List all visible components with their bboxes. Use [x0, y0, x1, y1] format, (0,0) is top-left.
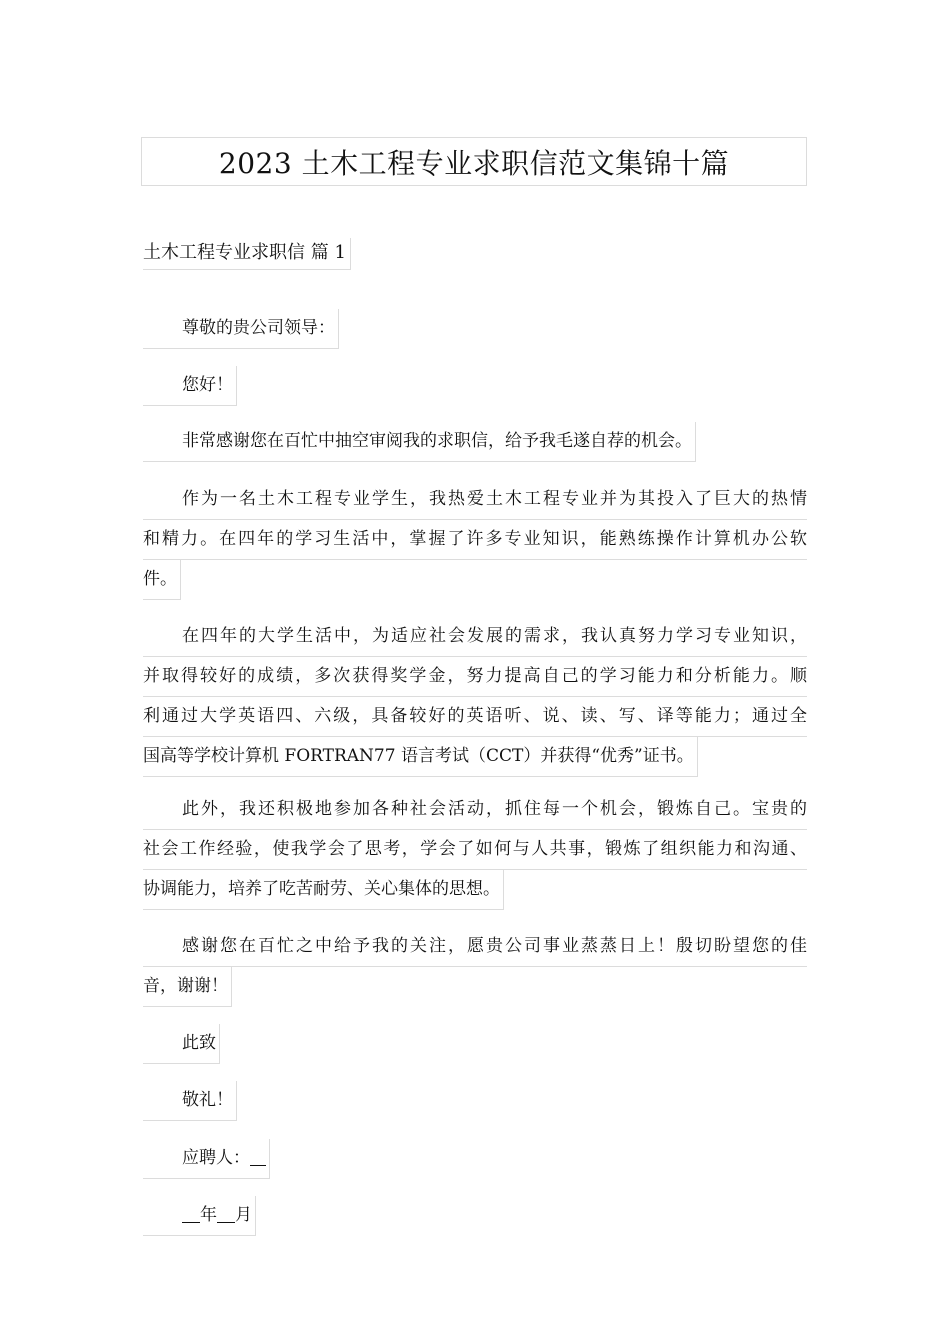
paragraph-1 [143, 422, 807, 462]
paragraph-3-line: 国高等学校计算机 FORTRAN77 语言考试（CCT）并获得“优秀”证书。 [143, 737, 698, 777]
date-month: 月 [235, 1205, 252, 1225]
paragraph-2-line: 作为一名土木工程专业学生，我热爱土木工程专业并为其投入了巨大的热情 [143, 480, 807, 520]
paragraph-4-line: 社会工作经验，使我学会了思考，学会了如何与人共事，锻炼了组织能力和沟通、 [143, 830, 807, 870]
title-box [141, 137, 807, 186]
month-blank [217, 1202, 235, 1223]
closing-1: 此致 [143, 1024, 220, 1064]
paragraph-5 [143, 927, 807, 1007]
applicant-label: 应聘人： [182, 1148, 250, 1168]
paragraph-3 [143, 617, 807, 777]
document-title: 2023 土木工程专业求职信范文集锦十篇 [218, 146, 730, 180]
paragraph-2-line: 和精力。在四年的学习生活中，掌握了许多专业知识，能熟练操作计算机办公软 [143, 520, 807, 560]
greeting-paragraph [143, 366, 807, 406]
paragraph-1-line: 非常感谢您在百忙中抽空审阅我的求职信，给予我毛遂自荐的机会。 [143, 422, 696, 462]
paragraph-2 [143, 480, 807, 600]
closing-2: 敬礼！ [143, 1081, 237, 1121]
paragraph-3-line: 在四年的大学生活中，为适应社会发展的需求，我认真努力学习专业知识， [143, 617, 807, 657]
closing-1-paragraph [143, 1024, 807, 1064]
paragraph-4-line: 此外，我还积极地参加各种社会活动，抓住每一个机会，锻炼自己。宝贵的 [143, 790, 807, 830]
paragraph-4-line: 协调能力，培养了吃苦耐劳、关心集体的思想。 [143, 870, 504, 910]
applicant-line [143, 1139, 270, 1179]
salutation-paragraph [143, 309, 807, 349]
paragraph-5-line: 感谢您在百忙之中给予我的关注，愿贵公司事业蒸蒸日上！殷切盼望您的佳 [143, 927, 807, 967]
date-paragraph [143, 1196, 807, 1236]
paragraph-4 [143, 790, 807, 910]
year-blank [182, 1202, 200, 1223]
closing-2-paragraph [143, 1081, 807, 1121]
date-line [143, 1196, 256, 1236]
paragraph-3-line: 利通过大学英语四、六级，具备较好的英语听、说、读、写、译等能力；通过全 [143, 697, 807, 737]
applicant-paragraph [143, 1139, 807, 1179]
greeting: 您好！ [143, 366, 237, 406]
applicant-blank [250, 1145, 266, 1166]
paragraph-3-line: 并取得较好的成绩，多次获得奖学金，努力提高自己的学习能力和分析能力。顺 [143, 657, 807, 697]
paragraph-2-line: 件。 [143, 560, 181, 600]
date-year: 年 [200, 1205, 217, 1225]
paragraph-5-line: 音，谢谢！ [143, 967, 232, 1007]
section-heading: 土木工程专业求职信 篇 1 [143, 238, 351, 270]
salutation: 尊敬的贵公司领导： [143, 309, 339, 349]
